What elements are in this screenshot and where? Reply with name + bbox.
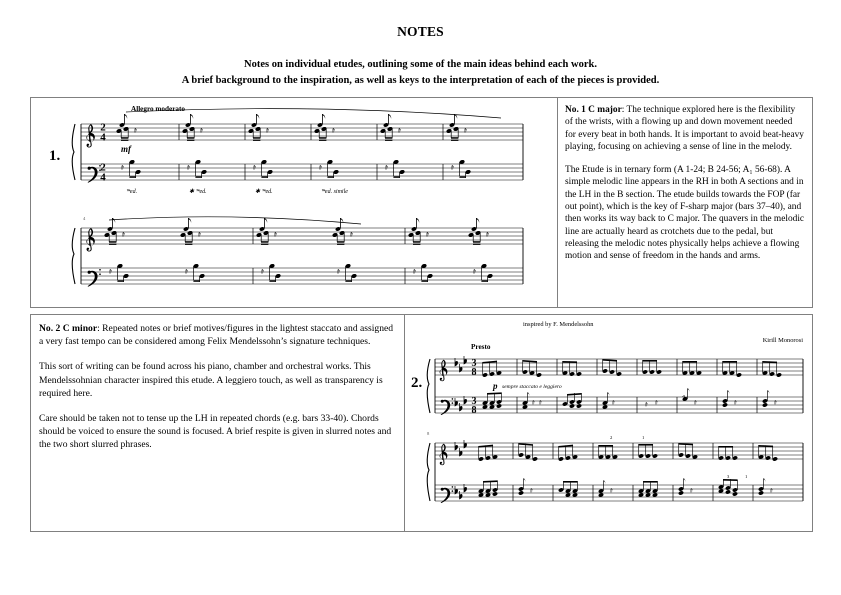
subtitle-line-2: A brief background to the inspiration, as well as keys to the interpretation of each of the pieces is provided. <box>181 75 660 86</box>
tempo-marking-two: Presto <box>471 343 491 351</box>
fingering-2: 1 <box>642 435 645 440</box>
etude-two-heading: No. 2 C minor <box>39 323 98 334</box>
etude-two-notes <box>39 322 396 452</box>
bar-number-one: 4 <box>83 216 86 221</box>
etude-two-score-cell <box>404 315 812 531</box>
time-signature-bass-two: 3 <box>471 396 477 407</box>
bar-number-two: 8 <box>427 431 430 436</box>
etude-one-notes-cell <box>557 98 812 307</box>
expression-marking: sempre staccato e leggiero <box>502 384 562 390</box>
etude-one-score <box>31 98 557 307</box>
piece-number-one: 1. <box>49 148 61 164</box>
time-signature-treble-two: 3 <box>471 358 477 369</box>
tempo-marking-one: Allegro moderato <box>131 105 185 113</box>
svg-text:8: 8 <box>471 367 477 378</box>
svg-text:𝆮ed.: 𝆮ed. <box>126 189 138 195</box>
etude-one-panel <box>30 97 813 308</box>
svg-text:4: 4 <box>100 171 106 184</box>
key-signature-bass <box>455 396 467 411</box>
pedal-markings-one <box>126 188 348 195</box>
svg-text:✱ 𝆮ed.: ✱ 𝆮ed. <box>189 189 207 195</box>
svg-text:4: 4 <box>100 131 106 144</box>
time-signature-treble-one: 2 <box>100 121 106 134</box>
etude-two-panel <box>30 314 813 532</box>
fingering-3: 3 <box>727 474 730 479</box>
page-title: NOTES <box>397 24 444 39</box>
subtitle-line-1: Notes on individual etudes, outlining some of the main ideas behind each work. <box>244 59 597 70</box>
dynamic-mf: mf <box>121 144 131 154</box>
etude-two-notes-cell <box>31 315 404 531</box>
etude-one-score-cell <box>31 98 557 307</box>
etude-two-score <box>405 315 812 531</box>
etude-one-notes <box>565 104 805 263</box>
etude-one-paragraph-1 <box>565 104 805 153</box>
etude-two-paragraph-3: Care should be taken not to tense up the LH in repeated chords (e.g. bars 33-40). Chords should be voiced to ensure the sound is focused. A brief respite is given in slurred notes and the two short slurred phrases. <box>39 413 392 451</box>
pedal-simile-mark: 𝆮ed. simile <box>321 189 348 195</box>
svg-text:8: 8 <box>471 405 477 416</box>
fingering-1: 2 <box>610 435 613 440</box>
etude-two-paragraph-1-body: : Repeated notes or brief motives/figures in the lightest staccato and assigned a very fast tempo can be considered among Felix Mendelssohn’s signature techniques. <box>39 323 394 348</box>
key-signature-treble <box>455 356 467 372</box>
etude-one-heading: No. 1 C major <box>565 105 622 115</box>
time-signature-bass-one: 2 <box>100 161 106 174</box>
etude-two-paragraph-1 <box>39 322 396 348</box>
inspired-by-credit: inspired by F. Mendelssohn <box>523 321 594 328</box>
composer-credit: Kirill Monorosi <box>762 337 803 344</box>
etude-two-paragraph-2: This sort of writing can be found across his piano, chamber and orchestral works. This Mendelssohnian character inspired this etude. A leggiero touch, as well as transparency is required here. <box>39 361 383 399</box>
etude-one-paragraph-1-body: : The technique explored here is the flexibility of the wrists, with a flowing up and down movement needed for every beat in both hands. It is important to avoid beat-heavy playing, focusing on achieving a sense of line in the melody. <box>565 105 804 152</box>
piece-number-two: 2. <box>411 375 423 391</box>
fingering-4: 1 <box>745 474 748 479</box>
document-subtitle <box>0 57 841 89</box>
svg-text:✱ 𝆮ed.: ✱ 𝆮ed. <box>255 189 273 195</box>
etude-one-paragraph-2: The Etude is in ternary form (A 1-24; B 24-56; A₁ 56-68). A simple melodic line appears in the RH in both A sections and in the LH in the B section. The etude builds towards the FOP (far out point), which is the key of F-sharp major (bars 37–40), and then works its way back to C major. The quavers in the melodic line are actually heard as crotchets due to the pedal, but releasing the melodic notes physically helps achieve a flowing motion and sense of freedom in the hands and arms. <box>565 165 805 262</box>
dynamic-p: p <box>493 381 498 391</box>
